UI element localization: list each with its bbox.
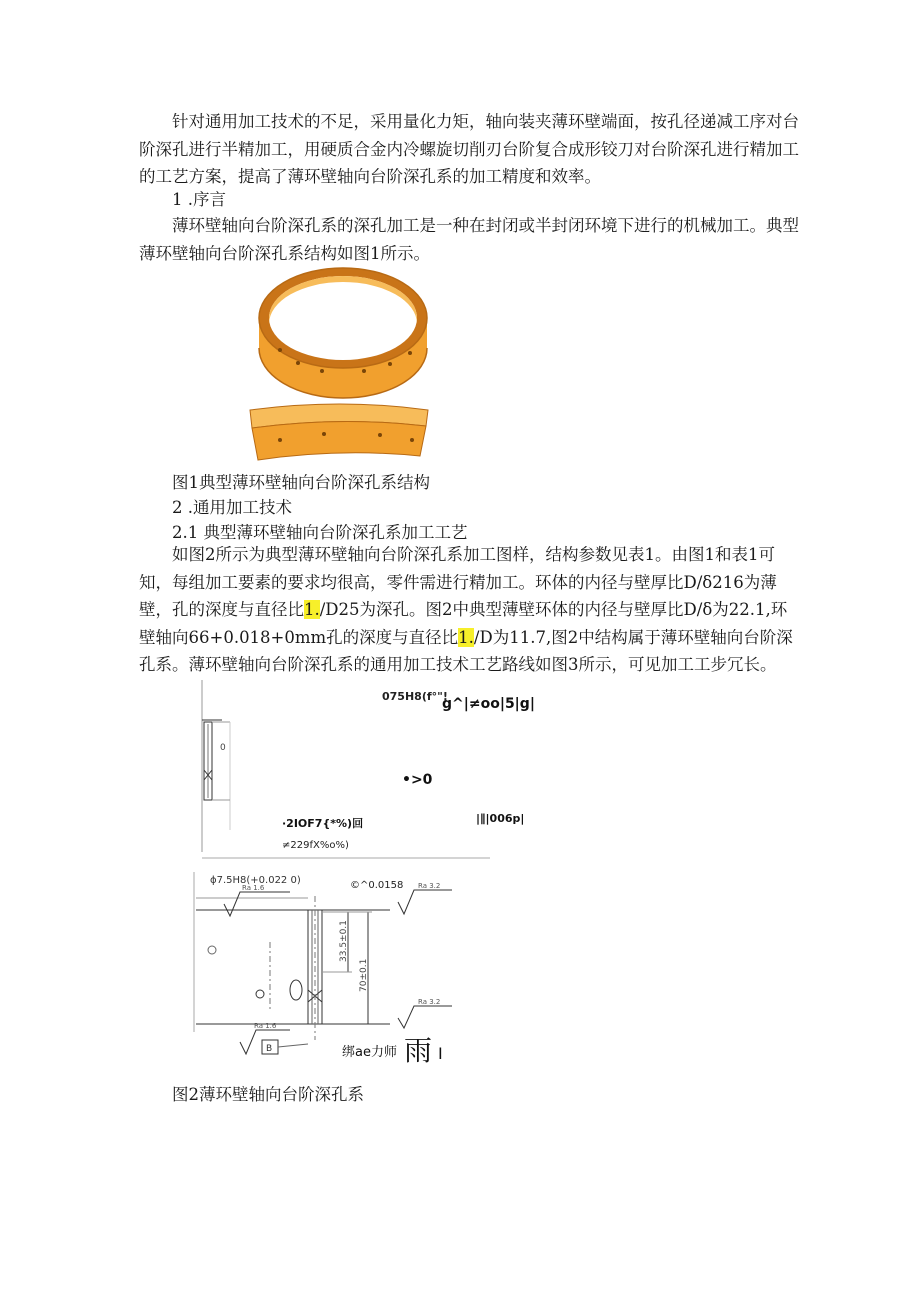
figure-1-caption: 图1典型薄环壁轴向台阶深孔系结构 [172,473,430,492]
ring-segment-illustration [250,404,428,460]
zero-label: 0 [220,743,226,753]
figure-2-caption: 图2薄环壁轴向台阶深孔系 [172,1085,364,1104]
dimension-70: 70±0.1 [359,958,369,992]
dimension-33-5: 33.5±0.1 [339,920,349,962]
section-2-1-heading: 2.1 典型薄环壁轴向台阶深孔系加工工艺 [172,523,468,542]
roughness-right-top: Ra 3.2 [418,882,441,890]
datum-b-label: B [266,1044,273,1054]
left-control-frame: ·2IOF7{*%)回 [282,817,364,830]
top-tolerance-label: 075H8(f°"! [382,690,448,703]
intro-paragraph: 针对通用加工技术的不足，采用量化力矩，轴向装夹薄环壁端面，按孔径递减工序对台阶深孔进行半精加工，用硬质合金内冷螺旋切削刃台阶复合成形铰刀对台阶深孔进行精加工的工艺方案，提高了薄环壁轴向台阶深孔系的加工精度和效率。 [139,112,799,186]
process-text-part-1: 如图2所示为典型薄环壁轴向台阶深孔系加工图样，结构参数见表1。由图1和表1可知，每组加工要素的要求均很高，零件需进行精加工。环体的内径与壁厚比D/δ216为薄壁，孔的深度与直径比 [139,545,777,619]
roughness-left-bottom: Ra 1.6 [254,1022,277,1030]
roughness-right-bottom: Ra 3.2 [418,998,441,1006]
highlight-2: 1. [458,627,474,647]
position-tolerance: ©^0.0158 [350,880,404,891]
preface-paragraph: 薄环壁轴向台阶深孔系的深孔加工是一种在封闭或半封闭环境下进行的机械加工。典型薄环壁轴向台阶深孔系结构如图1所示。 [139,216,799,263]
ring-full-illustration [259,268,427,398]
center-symbol: •>0 [402,772,433,788]
section-2-heading: 2 .通用加工技术 [172,498,292,517]
diameter-dimension: ≠229fX%o%) [282,840,349,851]
drawing-footer-text: 绑ae力师 [342,1045,397,1060]
drawing-footer-mark: I [438,1044,443,1063]
figure-1-ring-image [240,258,440,468]
process-paragraph [139,541,799,679]
top-control-frame: g^|≠oo|5|g| [442,696,535,712]
process-text-part-2: /D25为深孔。图2中典型薄壁环体的内径与壁厚比D/δ为22.1,环壁轴向66+0.018+0mm孔的深度与直径比 [139,600,788,647]
process-text-part-3: /D为11.7,图2中结构属于薄环壁轴向台阶深孔系。薄环壁轴向台阶深孔系的通用加工技术工艺路线如图3所示，可见加工工步冗长。 [139,627,793,674]
figure-2-drawing [190,672,610,1072]
roughness-top: Ra 1.6 [242,884,265,892]
parallel-control-frame: |∥|006p| [476,812,525,825]
highlight-1: 1. [304,600,320,619]
hole-diameter-label: ϕ7.5H8(+0.022 0) [210,875,301,886]
section-1-heading: 1 .序言 [172,190,226,209]
drawing-footer-big-char: 雨 [404,1034,433,1067]
